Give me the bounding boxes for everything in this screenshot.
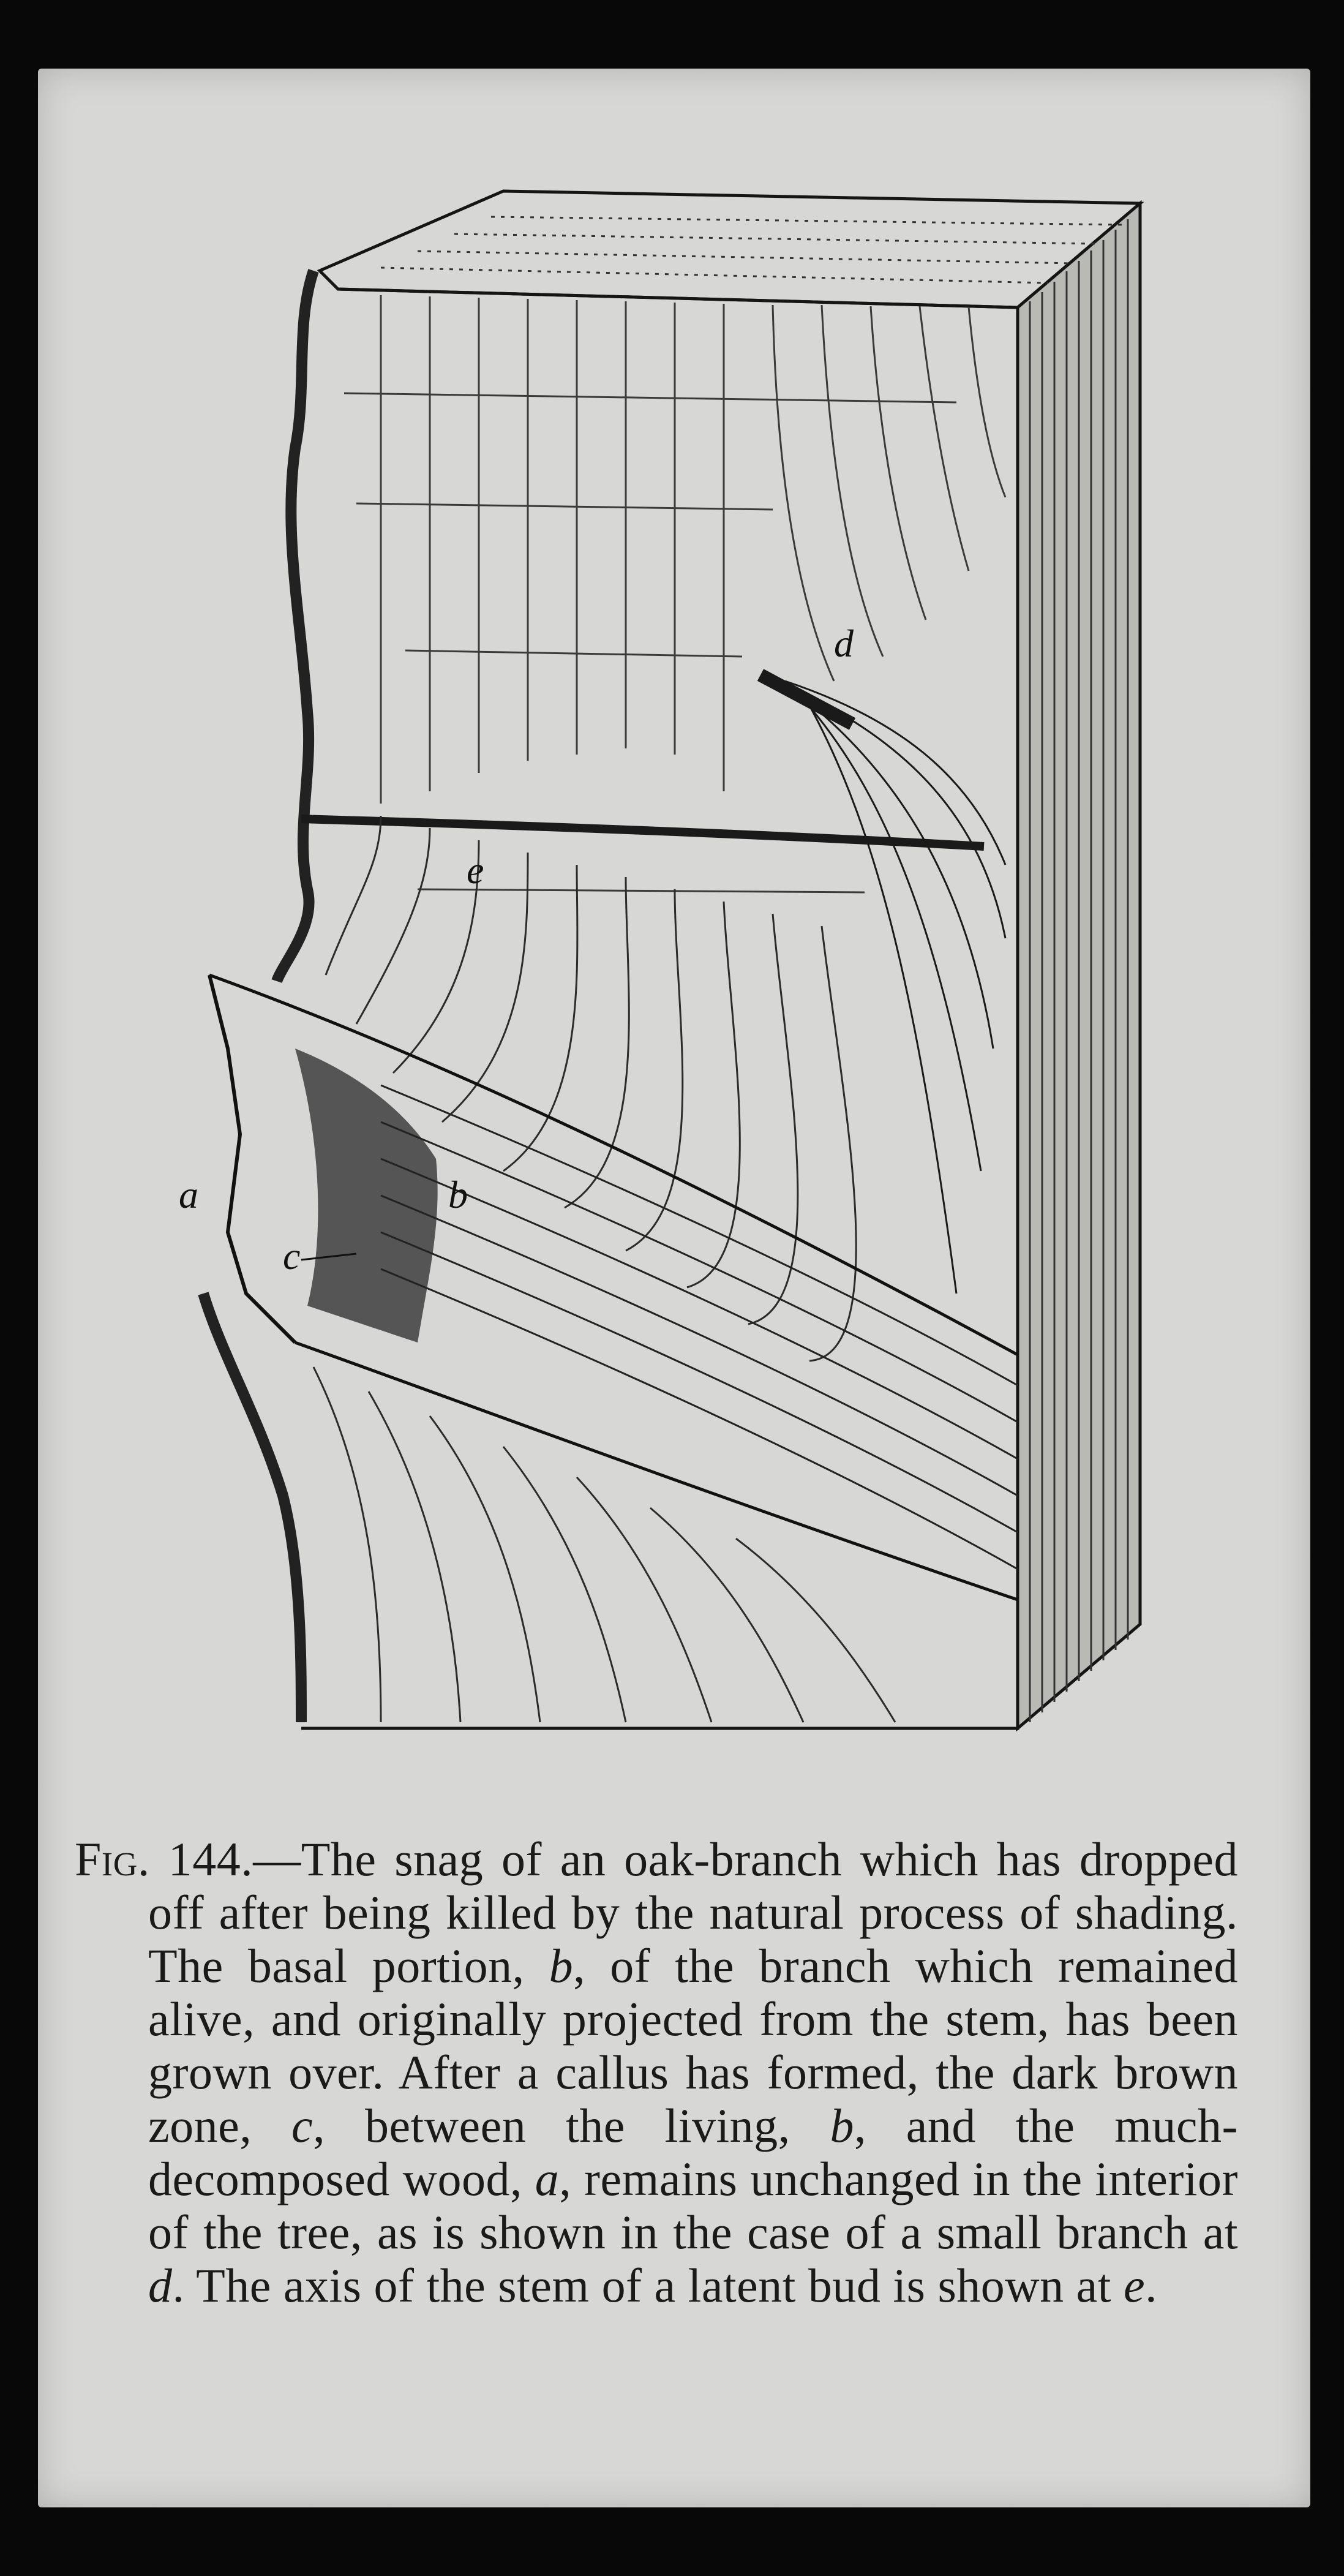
caption-var-b2: b <box>830 2099 854 2152</box>
caption-var-a: a <box>535 2152 560 2205</box>
oak-snag-illustration <box>38 69 1310 1783</box>
caption-text-5: , remains unchanged in the interior of the tree, as is shown in the case of a small branch at <box>148 2152 1238 2259</box>
upper-grain <box>344 295 1005 892</box>
caption-text-2: , of the branch which remained alive, and originally projected from the stem, has been grown over. After a callus has formed, the dark brown zone, <box>148 1939 1238 2152</box>
dark-zone-c <box>295 1049 438 1343</box>
figure-number: Fig. 144. <box>75 1832 253 1886</box>
bark-edge-lower <box>203 1294 301 1722</box>
caption-var-b1: b <box>549 1939 574 1992</box>
label-d: d <box>834 622 854 665</box>
top-face <box>320 191 1140 307</box>
label-a: a <box>179 1173 198 1216</box>
caption-var-d: d <box>148 2259 173 2312</box>
wood-block <box>203 191 1140 1728</box>
dead-branch <box>209 975 1018 1722</box>
caption-var-c: c <box>291 2099 313 2152</box>
decomposed-wood-a <box>209 975 295 1343</box>
caption-text-7: . <box>1145 2259 1158 2312</box>
caption-text-3: , between the living, <box>313 2099 830 2152</box>
printed-plate <box>38 69 1310 2507</box>
caption-var-e: e <box>1123 2259 1146 2312</box>
caption-paragraph <box>75 1832 1238 2312</box>
latent-bud-axis-e <box>301 819 984 846</box>
overgrowth-rings <box>313 1367 895 1722</box>
caption-text-6: . The axis of the stem of a latent bud is shown at <box>172 2259 1124 2312</box>
caption-dash: — <box>253 1832 301 1886</box>
bark-edge <box>277 271 313 981</box>
branch-grain <box>381 1085 1018 1569</box>
top-rings <box>381 217 1122 283</box>
caption-text-1: The snag of an oak-branch which has dropped off after being killed by the natural process of shading. The basal portion, <box>148 1832 1238 1992</box>
label-e: e <box>467 848 484 892</box>
label-b: b <box>448 1173 468 1216</box>
caption-text-4: , and the much-decomposed wood, <box>148 2099 1238 2205</box>
figure-caption <box>75 1832 1238 2312</box>
label-c: c <box>283 1234 301 1278</box>
